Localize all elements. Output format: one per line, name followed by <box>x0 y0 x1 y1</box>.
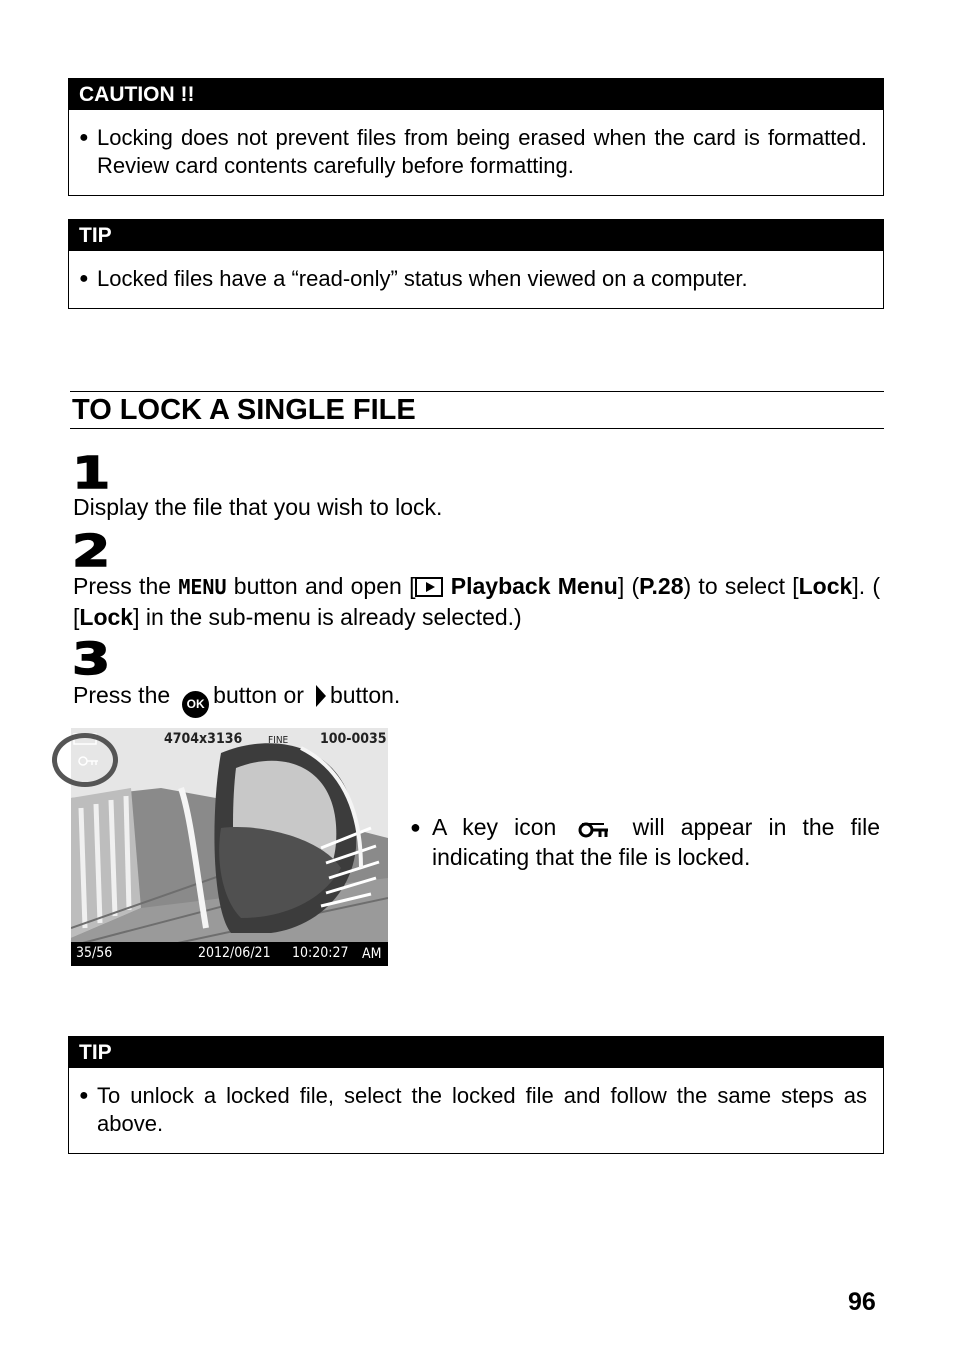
bullet-icon: ● <box>79 129 89 146</box>
step-1-text: Display the file that you wish to lock. <box>73 494 443 520</box>
section-title: TO LOCK A SINGLE FILE <box>70 391 884 429</box>
side-note: ● A key icon will appear in the file indicating that the file is locked. <box>410 814 881 870</box>
caution-box <box>68 78 884 196</box>
caution-title: CAUTION !! <box>69 79 883 110</box>
tip-box-2 <box>68 1036 884 1154</box>
tip-box-1 <box>68 219 884 309</box>
camera-playback-screen <box>71 728 388 966</box>
tip-title-1: TIP <box>69 220 883 251</box>
menu-button-label: MENU <box>178 575 227 599</box>
tip-title-2: TIP <box>69 1037 883 1068</box>
osd-quality: FINE <box>268 735 289 746</box>
bullet-icon: ● <box>79 1087 89 1104</box>
osd-ampm: AM <box>362 946 382 962</box>
tip-text-2: To unlock a locked file, select the locked file and follow the same steps as above. <box>97 1083 867 1136</box>
bullet-icon: ● <box>410 817 421 837</box>
tip-text-1: Locked files have a “read-only” status when viewed on a computer. <box>97 266 748 291</box>
step-2-number: 2 <box>72 526 111 577</box>
osd-frame-count: 35/56 <box>76 945 113 961</box>
osd-file-number: 100-0035 <box>320 731 387 747</box>
key-icon <box>578 819 610 839</box>
step-1-number: 1 <box>72 448 111 499</box>
step-3-text: Press the OK button or button. <box>73 680 880 718</box>
step-3-number: 3 <box>72 634 111 685</box>
osd-time: 10:20:27 <box>292 945 349 961</box>
step-2-text: Press the MENU button and open [ Playback Menu] (P.28) to select [Lock]. ( [Lock] in the sub-menu is already selected.) <box>73 573 881 630</box>
ok-button-icon: OK <box>182 691 209 718</box>
chair-photo <box>71 728 388 966</box>
play-icon <box>415 577 443 597</box>
caution-text: Locking does not prevent files from being erased when the card is formatted. Review card contents carefully before formatting. <box>97 125 867 178</box>
page-number: 96 <box>848 1288 876 1316</box>
highlight-circle <box>52 733 118 787</box>
osd-resolution: 4704x3136 <box>164 731 243 747</box>
bullet-icon: ● <box>79 270 89 287</box>
right-arrow-icon <box>316 685 326 707</box>
osd-date: 2012/06/21 <box>198 945 271 961</box>
